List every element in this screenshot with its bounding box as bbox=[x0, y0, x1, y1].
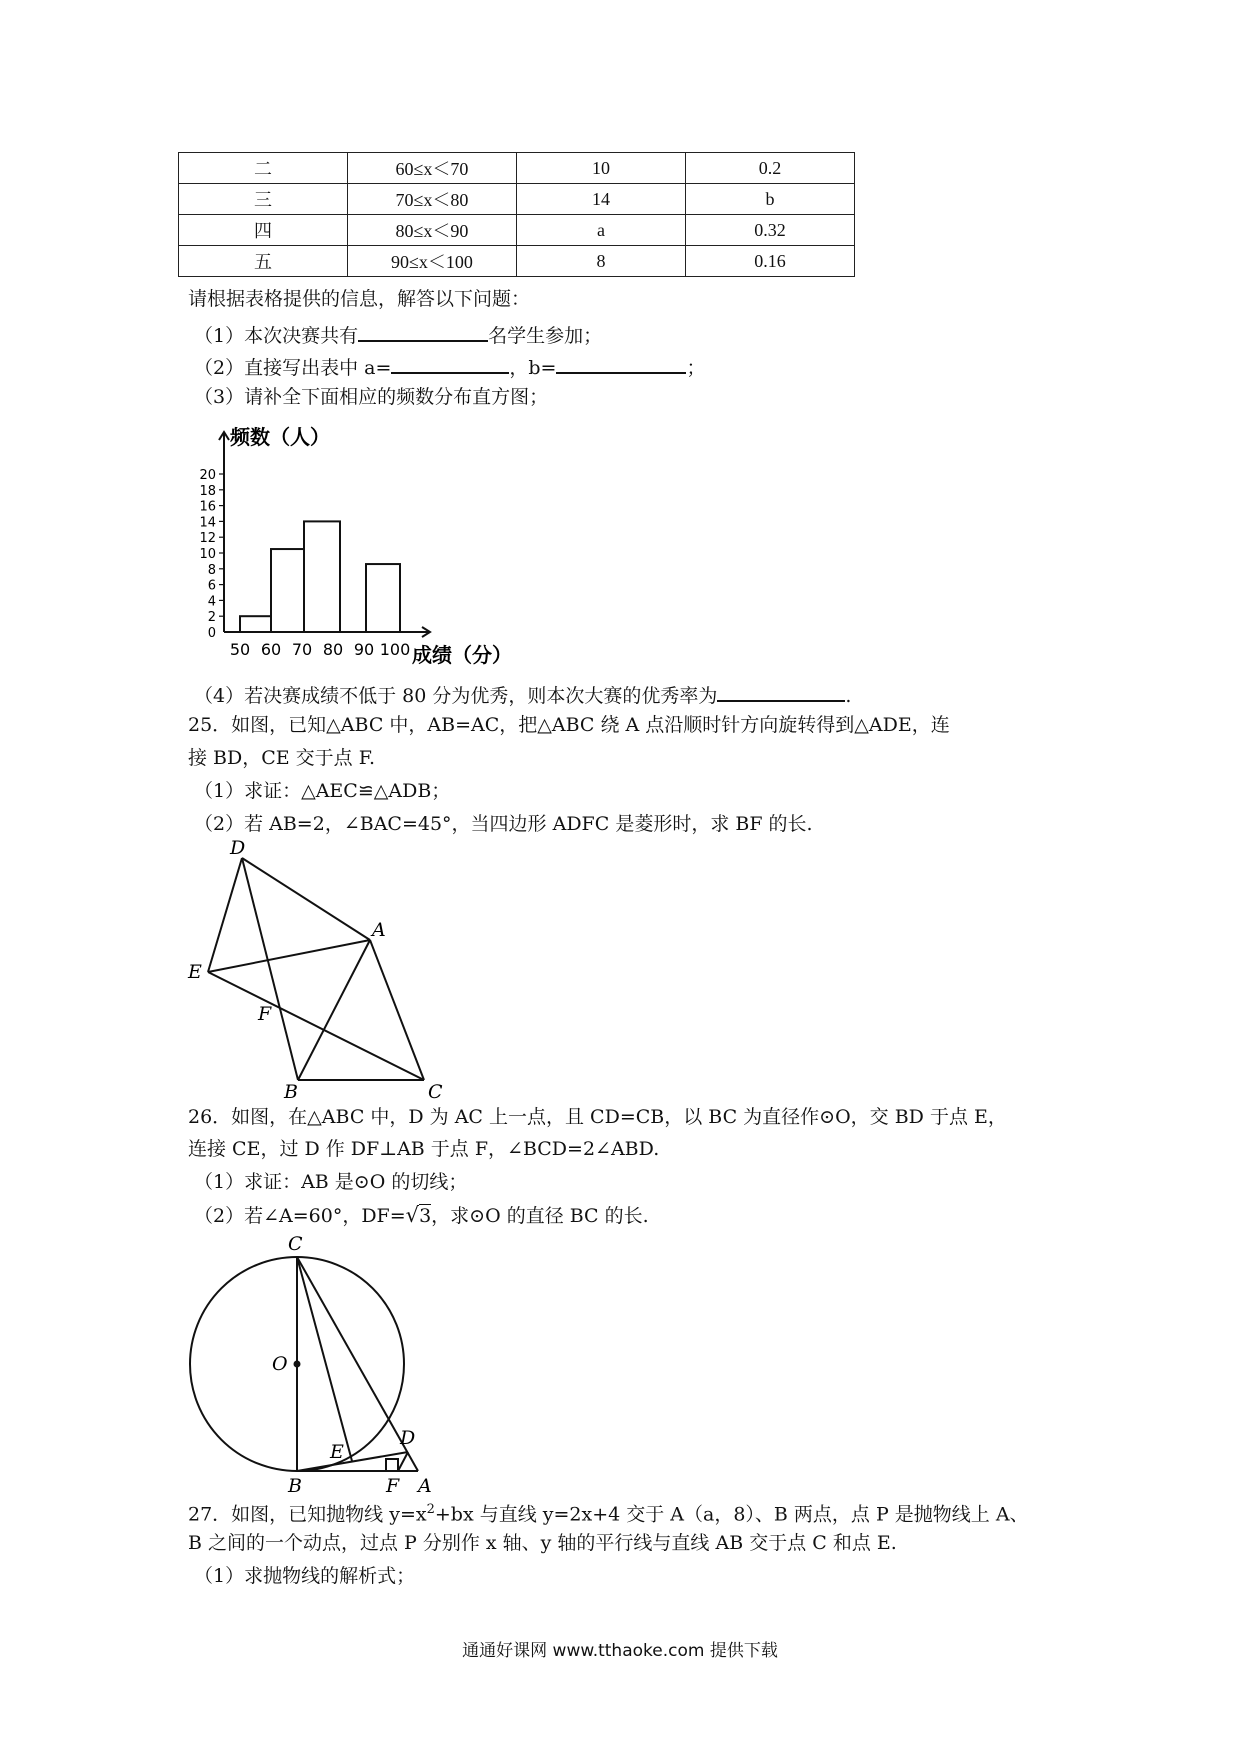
table-cell: 60≤x＜70 bbox=[348, 153, 517, 184]
q27-line-2: B 之间的一个动点，过点 P 分别作 x 轴、y 轴的平行线与直线 AB 交于点 C 和点 E. bbox=[188, 1532, 897, 1554]
footer-credit: 通通好课网 www.tthaoke.com 提供下载 bbox=[462, 1641, 778, 1661]
y-axis-label: 频数（人） bbox=[230, 425, 330, 449]
point-label-d: D bbox=[400, 1427, 416, 1449]
center-point-o bbox=[294, 1361, 301, 1368]
q27-line-1-text-b: +bx 与直线 y=2x+4 交于 A（a，8）、B 两点，点 P 是抛物线上 A、 bbox=[434, 1503, 1029, 1526]
x-tick-label: 80 bbox=[322, 640, 344, 659]
q25-line-1: 25．如图，已知△ABC 中，AB=AC，把△ABC 绕 A 点沿顺时针方向旋转得到△ADE，连 bbox=[188, 714, 950, 736]
point-label-f: F bbox=[258, 1003, 272, 1025]
q26-line-2: 连接 CE，过 D 作 DF⊥AB 于点 F，∠BCD=2∠ABD. bbox=[188, 1138, 660, 1160]
q24-part4 bbox=[194, 680, 851, 709]
q27-exponent: 2 bbox=[426, 1502, 435, 1517]
point-label-c: C bbox=[428, 1081, 443, 1100]
table-cell: 三 bbox=[179, 184, 348, 215]
q26-line-1: 26．如图，在△ABC 中，D 为 AC 上一点，且 CD=CB，以 BC 为直径作⊙O，交 BD 于点 E， bbox=[188, 1106, 1007, 1128]
q24-part1 bbox=[194, 320, 602, 349]
q24-part2 bbox=[194, 352, 706, 381]
histogram-bar bbox=[304, 521, 340, 632]
point-label-f: F bbox=[386, 1475, 400, 1497]
q24-part2-text-c: ； bbox=[686, 357, 706, 379]
histogram-bar bbox=[366, 564, 400, 632]
table-cell: a bbox=[517, 215, 686, 246]
y-tick-label: 16 bbox=[199, 499, 216, 515]
y-tick-label: 18 bbox=[199, 483, 216, 499]
q24-part2-text-a: （2）直接写出表中 a= bbox=[194, 357, 392, 379]
histogram-bar bbox=[271, 549, 305, 632]
y-tick-label: 2 bbox=[207, 610, 216, 626]
table-cell: b bbox=[686, 184, 855, 215]
frequency-histogram bbox=[180, 410, 580, 680]
q27-part1: （1）求抛物线的解析式； bbox=[194, 1565, 416, 1587]
x-tick-label: 90 bbox=[353, 640, 375, 659]
answer-blank bbox=[717, 680, 845, 702]
histogram-bar bbox=[240, 616, 274, 632]
x-tick-label: 100 bbox=[379, 640, 411, 659]
y-tick-label: 0 bbox=[207, 626, 216, 641]
y-tick-label: 8 bbox=[207, 562, 216, 578]
sqrt-radicand: 3 bbox=[419, 1205, 432, 1227]
table-cell: 0.16 bbox=[686, 246, 855, 277]
table-cell: 8 bbox=[517, 246, 686, 277]
sqrt-symbol: √ bbox=[405, 1203, 420, 1227]
q25-part2: （2）若 AB=2，∠BAC=45°，当四边形 ADFC 是菱形时，求 BF 的长. bbox=[194, 813, 813, 835]
point-label-e: E bbox=[188, 961, 202, 983]
table-cell: 二 bbox=[179, 153, 348, 184]
point-label-d: D bbox=[230, 840, 246, 859]
q24-part4-text-a: （4）若决赛成绩不低于 80 分为优秀，则本次大赛的优秀率为 bbox=[194, 685, 718, 707]
q26-part2-text-a: （2）若∠A=60°，DF= bbox=[194, 1205, 406, 1227]
x-tick-label: 60 bbox=[260, 640, 282, 659]
q24-part4-text-b: . bbox=[845, 685, 852, 707]
point-label-b: B bbox=[288, 1475, 302, 1497]
table-cell: 四 bbox=[179, 215, 348, 246]
frequency-table-body bbox=[179, 153, 855, 277]
table-cell: 14 bbox=[517, 184, 686, 215]
answer-blank bbox=[556, 352, 686, 374]
table-cell: 80≤x＜90 bbox=[348, 215, 517, 246]
q24-part1-text-a: （1）本次决赛共有 bbox=[194, 325, 359, 347]
table-row bbox=[179, 153, 855, 184]
point-label-a: A bbox=[372, 919, 386, 941]
table-row bbox=[179, 184, 855, 215]
q26-part2 bbox=[194, 1202, 649, 1229]
q24-part1-text-b: 名学生参加； bbox=[488, 325, 603, 347]
point-label-c: C bbox=[288, 1233, 303, 1255]
q27-line-1 bbox=[188, 1497, 1029, 1527]
table-cell: 五 bbox=[179, 246, 348, 277]
q26-part1: （1）求证：AB 是⊙O 的切线； bbox=[194, 1171, 468, 1193]
q25-line-2: 接 BD，CE 交于点 F. bbox=[188, 747, 375, 769]
frequency-table bbox=[178, 152, 855, 277]
table-cell: 70≤x＜80 bbox=[348, 184, 517, 215]
q24-part3: （3）请补全下面相应的频数分布直方图； bbox=[194, 386, 549, 408]
y-tick-label: 12 bbox=[199, 531, 216, 547]
y-tick-label: 20 bbox=[199, 468, 216, 483]
y-tick-label: 6 bbox=[207, 578, 216, 594]
x-tick-label: 50 bbox=[229, 640, 251, 659]
point-label-b: B bbox=[284, 1081, 298, 1100]
q26-figure bbox=[180, 1230, 460, 1500]
point-label-e: E bbox=[330, 1441, 344, 1463]
q25-figure bbox=[180, 840, 460, 1100]
y-tick-label: 4 bbox=[207, 594, 216, 610]
point-label-o: O bbox=[272, 1353, 288, 1375]
answer-blank bbox=[391, 352, 509, 374]
x-axis-label: 成绩（分） bbox=[412, 643, 512, 667]
x-tick-label: 70 bbox=[291, 640, 313, 659]
table-row bbox=[179, 215, 855, 246]
y-tick-label: 14 bbox=[199, 515, 216, 531]
table-cell: 90≤x＜100 bbox=[348, 246, 517, 277]
q25-part1: （1）求证：△AEC≌△ADB； bbox=[194, 780, 451, 802]
y-tick-label: 10 bbox=[199, 547, 216, 562]
answer-blank bbox=[358, 320, 488, 342]
q26-part2-text-c: ，求⊙O 的直径 BC 的长. bbox=[431, 1205, 649, 1227]
point-label-a: A bbox=[418, 1475, 432, 1497]
q24-intro: 请根据表格提供的信息，解答以下问题： bbox=[188, 288, 531, 310]
table-cell: 0.32 bbox=[686, 215, 855, 246]
table-cell: 0.2 bbox=[686, 153, 855, 184]
q27-line-1-text-a: 27．如图，已知抛物线 y=x bbox=[188, 1503, 427, 1526]
table-row bbox=[179, 246, 855, 277]
table-cell: 10 bbox=[517, 153, 686, 184]
q24-part2-text-b: ，b= bbox=[509, 357, 557, 379]
